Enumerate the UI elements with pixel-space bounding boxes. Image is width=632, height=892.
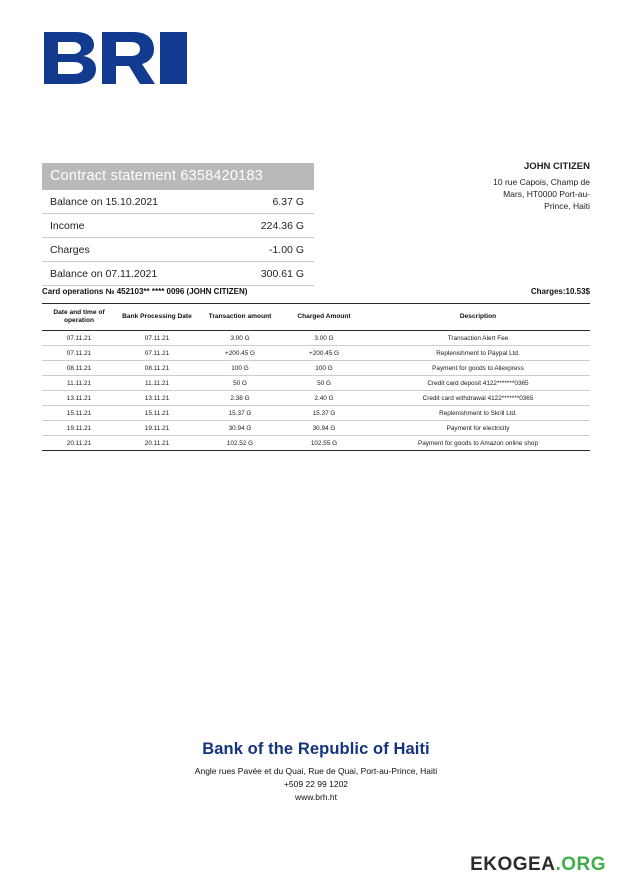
table-row	[42, 346, 590, 361]
addressee-address-line-2: Mars, HT0000 Port-au-	[503, 189, 590, 200]
table-row	[42, 406, 590, 421]
summary-row	[42, 214, 314, 238]
cell-date: 19.11.21	[42, 421, 116, 436]
card-operations-charges: Charges:10.53$	[530, 287, 590, 296]
cell-date: 20.11.21	[42, 436, 116, 451]
cell-description: Transaction Alert Fee	[366, 331, 590, 346]
cell-charged: 100 G	[282, 361, 366, 376]
cell-transaction: 102.52 G	[198, 436, 282, 451]
document-footer	[0, 740, 632, 805]
footer-website: www.brh.ht	[294, 792, 338, 803]
cell-charged: 102.55 G	[282, 436, 366, 451]
summary-row	[42, 262, 314, 286]
column-header-description: Description	[366, 304, 590, 331]
contract-summary	[42, 163, 314, 286]
cell-transaction: +200.45 G	[198, 346, 282, 361]
cell-bank-date: 19.11.21	[116, 421, 198, 436]
summary-row	[42, 190, 314, 214]
table-row	[42, 361, 590, 376]
summary-row	[42, 238, 314, 262]
cell-charged: 2.40 G	[282, 391, 366, 406]
table-header-row	[42, 304, 590, 331]
table-row	[42, 376, 590, 391]
cell-date: 15.11.21	[42, 406, 116, 421]
watermark-text-dark: EKOGEA	[470, 854, 556, 875]
summary-row-label: Balance on 15.10.2021	[50, 195, 159, 208]
summary-title: Contract statement 6358420183	[42, 163, 314, 190]
column-header-date: Date and time of operation	[42, 304, 116, 331]
addressee-block	[410, 160, 590, 213]
operations-table	[42, 303, 590, 451]
cell-description: Replenishment to Skrill Ltd.	[366, 406, 590, 421]
cell-date: 11.11.21	[42, 376, 116, 391]
cell-bank-date: 07.11.21	[116, 346, 198, 361]
cell-date: 13.11.21	[42, 391, 116, 406]
column-header-charged: Charged Amount	[282, 304, 366, 331]
cell-description: Credit card deposit 4122*******0365	[366, 376, 590, 391]
cell-description: Credit card withdrawal 4122*******0365	[366, 391, 590, 406]
cell-bank-date: 08.11.21	[116, 361, 198, 376]
cell-description: Replenishment to Paypal Ltd.	[366, 346, 590, 361]
cell-description: Payment for electricity	[366, 421, 590, 436]
cell-transaction: 15.37 G	[198, 406, 282, 421]
card-operations-header	[42, 287, 590, 296]
column-header-bank-date: Bank Processing Date	[116, 304, 198, 331]
cell-charged: 15.37 G	[282, 406, 366, 421]
cell-bank-date: 15.11.21	[116, 406, 198, 421]
summary-row-value: -1.00 G	[268, 243, 304, 256]
cell-transaction: 50 G	[198, 376, 282, 391]
column-header-transaction: Transaction amount	[198, 304, 282, 331]
cell-description: Payment for goods to Amazon online shop	[366, 436, 590, 451]
watermark	[470, 854, 606, 876]
cell-transaction: 30.94 G	[198, 421, 282, 436]
footer-bank-name: Bank of the Republic of Haiti	[202, 740, 430, 758]
summary-row-value: 300.61 G	[260, 267, 304, 280]
summary-row-label: Charges	[50, 243, 90, 256]
footer-address: Angle rues Pavée et du Quai, Rue de Quai, Port-au-Prince, Haiti	[194, 766, 438, 776]
cell-transaction: 100 G	[198, 361, 282, 376]
cell-bank-date: 13.11.21	[116, 391, 198, 406]
cell-charged: +200.45 G	[282, 346, 366, 361]
addressee-name: JOHN CITIZEN	[524, 161, 590, 172]
table-row	[42, 391, 590, 406]
addressee-address-line-1: 10 rue Capois, Champ de	[493, 176, 590, 187]
summary-row-label: Income	[50, 219, 85, 232]
cell-date: 08.11.21	[42, 361, 116, 376]
cell-bank-date: 07.11.21	[116, 331, 198, 346]
summary-row-value: 224.36 G	[260, 219, 304, 232]
summary-row-value: 6.37 G	[272, 195, 304, 208]
cell-charged: 3.00 G	[282, 331, 366, 346]
cell-transaction: 3.00 G	[198, 331, 282, 346]
cell-charged: 50 G	[282, 376, 366, 391]
cell-bank-date: 11.11.21	[116, 376, 198, 391]
cell-date: 07.11.21	[42, 331, 116, 346]
cell-transaction: 2.38 G	[198, 391, 282, 406]
cell-bank-date: 20.11.21	[116, 436, 198, 451]
table-row	[42, 436, 590, 451]
brh-logo	[42, 30, 187, 92]
cell-date: 07.11.21	[42, 346, 116, 361]
watermark-text-green: .ORG	[555, 854, 606, 875]
summary-row-label: Balance on 07.11.2021	[50, 267, 158, 280]
card-operations-title: Card operations № 452103** **** 0096 (JOHN CITIZEN)	[42, 287, 248, 296]
table-row	[42, 331, 590, 346]
footer-phone: +509 22 99 1202	[283, 779, 349, 790]
table-row	[42, 421, 590, 436]
cell-description: Payment for goods to Aliexpress	[366, 361, 590, 376]
addressee-address-line-3: Prince, Haiti	[544, 201, 590, 212]
cell-charged: 30.94 G	[282, 421, 366, 436]
